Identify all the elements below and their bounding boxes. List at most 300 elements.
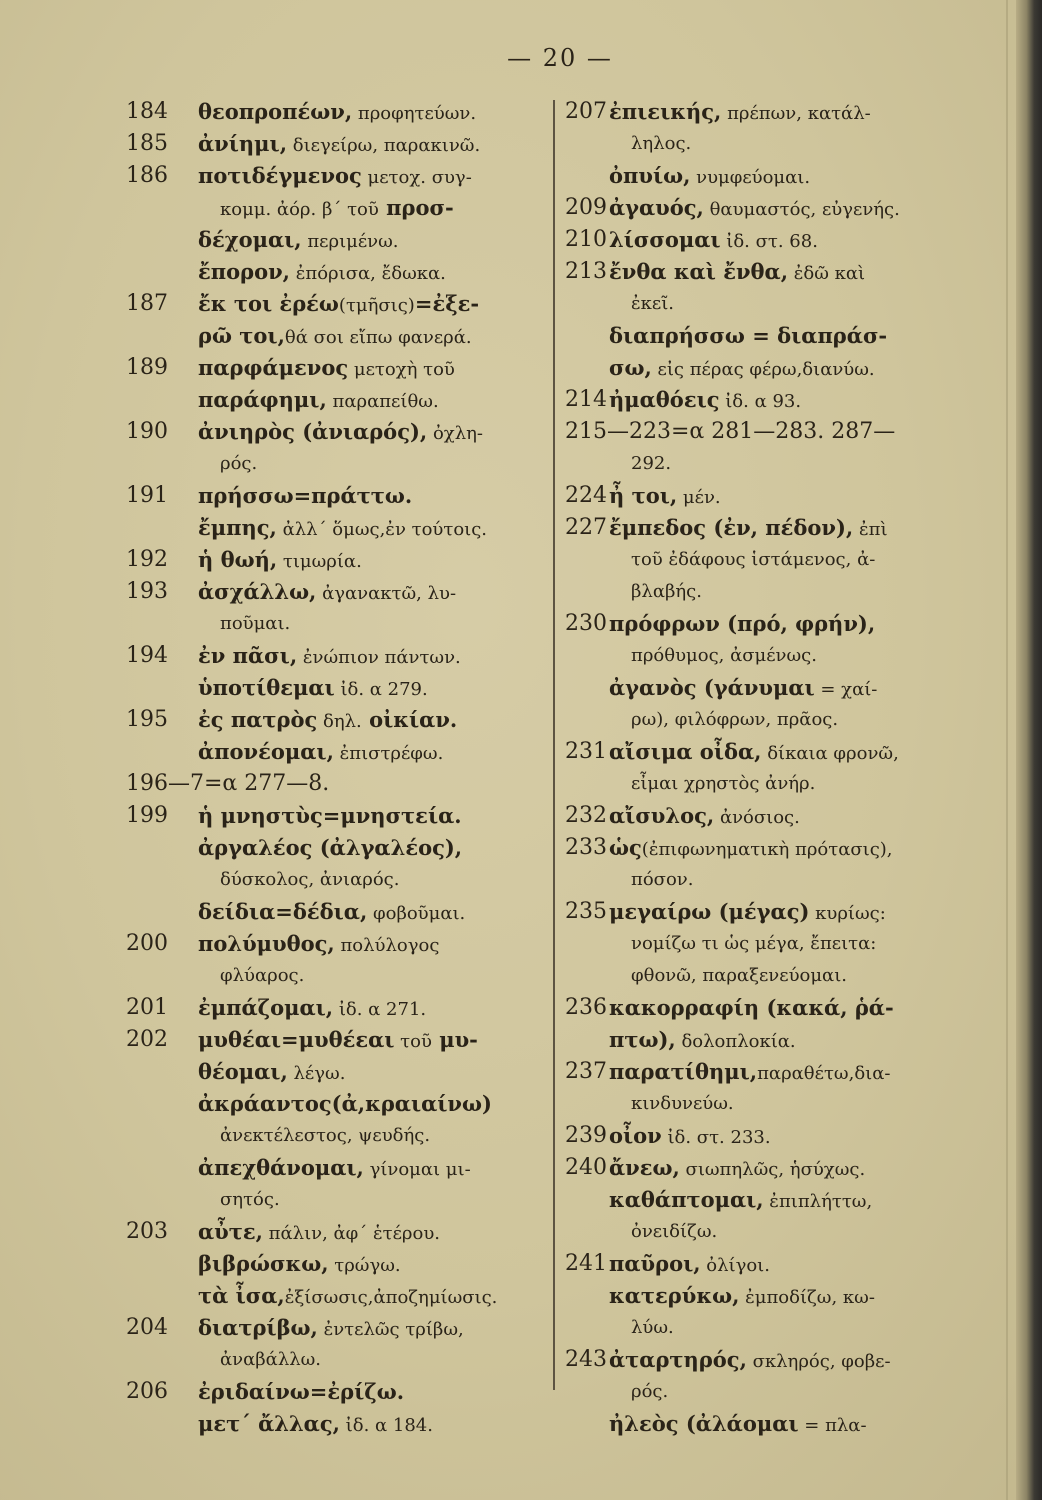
gloss: θαυμαστός, εὐγενής.: [703, 199, 900, 220]
verse-number: 184: [126, 99, 168, 124]
gloss: νυμφεύομαι.: [690, 167, 811, 188]
gloss: ὀχλη-: [427, 423, 483, 444]
gloss: κομμ. ἀόρ. β΄ τοῦ: [220, 199, 379, 220]
headword: τὰ ἶσα,: [198, 1283, 285, 1308]
gloss: τοῦ ἐδάφους ἱστάμενος, ἀ-: [631, 549, 876, 570]
glossary-entry: [565, 1248, 965, 1344]
entry-text: [198, 1408, 433, 1442]
verse-number: 214: [565, 387, 607, 412]
gloss: παραθέτω,δια-: [757, 1063, 891, 1084]
headword: μεγαίρω (μέγας): [609, 899, 810, 924]
entry-line: [126, 800, 544, 832]
entry-text: [631, 1088, 734, 1120]
entry-text: [198, 800, 462, 834]
glossary-entry: [565, 480, 965, 512]
entry-text: [198, 640, 461, 674]
gloss: τρώγω.: [328, 1255, 401, 1276]
entry-line: [565, 320, 965, 352]
left-column: [126, 96, 544, 1440]
entry-line: [126, 832, 544, 864]
headword: ἐριδαίνω=ἐρίζω.: [198, 1379, 405, 1404]
gloss: ἐδῶ καὶ: [788, 263, 866, 284]
entry-line: [126, 1280, 544, 1312]
gloss: ἀναβάλλω.: [220, 1349, 322, 1370]
gloss: ἀγανακτῶ, λυ-: [316, 583, 457, 604]
gloss: φλύαρος.: [220, 965, 305, 986]
headword: παράφημι,: [198, 387, 327, 412]
entry-line: [126, 1376, 544, 1408]
gloss: ρω), φιλόφρων, πρᾶος.: [631, 709, 839, 730]
gloss: πάλιν, ἀφ΄ ἑτέρου.: [262, 1223, 441, 1244]
verse-number: 241: [565, 1251, 607, 1276]
entry-text: [198, 672, 428, 706]
gloss: ἐπὶ: [853, 519, 888, 540]
verse-number: 239: [565, 1123, 607, 1148]
entry-line: [565, 768, 965, 800]
gloss: παραπείθω.: [326, 391, 439, 412]
headword: πρόφρων (πρό, φρήν),: [609, 611, 876, 636]
glossary-entry: [126, 704, 544, 768]
verse-number: 201: [126, 995, 168, 1020]
headword: ἔπορον,: [198, 259, 290, 284]
glossary-entry: [565, 1344, 965, 1440]
entry-line: [565, 864, 965, 896]
verse-number: 233: [565, 835, 607, 860]
headword: ἔμπης,: [198, 515, 277, 540]
entry-line: [565, 576, 965, 608]
headword: πρήσσω=πράττω.: [198, 483, 413, 508]
gloss: ἐκεῖ.: [631, 293, 675, 314]
entry-text: [220, 960, 304, 992]
headword: πολύμυθος,: [198, 931, 335, 956]
verse-number: 202: [126, 1027, 168, 1052]
gloss: βλαβής.: [631, 581, 702, 602]
entry-text: [609, 1184, 872, 1218]
glossary-entry: [126, 800, 544, 928]
glossary-entry: [565, 512, 965, 608]
verse-number: 213: [565, 259, 607, 284]
headword: ἔμπεδος (ἐν, πέδον),: [609, 515, 854, 540]
gloss: σιωπηλῶς, ἡσύχως.: [679, 1159, 866, 1180]
gloss: 292.: [631, 453, 672, 474]
entry-text: [631, 128, 691, 160]
gloss: ὀλίγοι.: [700, 1255, 770, 1276]
gloss: νομίζω τι ὡς μέγα, ἔπειτα:: [631, 933, 877, 954]
entry-text: [198, 576, 456, 610]
entry-text: [631, 864, 693, 896]
gloss: πολύλογος: [334, 935, 440, 956]
entry-text: [609, 256, 865, 290]
entry-line: [126, 608, 544, 640]
entry-line: [565, 832, 965, 864]
entry-line: [126, 480, 544, 512]
entry-line: [565, 384, 965, 416]
entry-line: [565, 512, 965, 544]
entry-text: [609, 608, 875, 642]
entry-line: [565, 672, 965, 704]
glossary-entry: [126, 96, 544, 128]
headword: θεοπροπέων,: [198, 99, 353, 124]
entry-text: [609, 896, 886, 930]
verse-number: 204: [126, 1315, 168, 1340]
headword: ἠλεὸς (ἀλάομαι: [609, 1411, 799, 1436]
entry-line: [126, 256, 544, 288]
entry-line: [126, 704, 544, 736]
glossary-entry: [565, 1120, 965, 1152]
gloss: θά σοι εἴπω φανερά.: [284, 327, 472, 348]
entry-line: [126, 416, 544, 448]
headword: δέχομαι,: [198, 227, 302, 252]
verse-number: 240: [565, 1155, 607, 1180]
headword: πτω),: [609, 1027, 676, 1052]
gloss: προφητεύων.: [352, 103, 477, 124]
headword: διαπρήσσω = διαπράσ-: [609, 323, 888, 348]
entry-text: [609, 480, 721, 514]
entry-line: [565, 192, 965, 224]
entry-line: [565, 704, 965, 736]
entry-text: [198, 224, 399, 258]
headword: ἐν πᾶσι,: [198, 643, 298, 668]
entry-line: [126, 1344, 544, 1376]
headword: δείδια=δέδια,: [198, 899, 368, 924]
gloss: ἰδ. α 279.: [334, 679, 428, 700]
gloss: ὀνειδίζω.: [631, 1221, 718, 1242]
entry-line: [565, 352, 965, 384]
gloss: δύσκολος, ἀνιαρός.: [220, 869, 400, 890]
verse-number: 186: [126, 163, 168, 188]
verse-number: 235: [565, 899, 607, 924]
gloss: τιμωρία.: [277, 551, 362, 572]
verse-number: 207: [565, 99, 607, 124]
book-spine: [1016, 0, 1042, 1500]
verse-number: 236: [565, 995, 607, 1020]
page-edge-line: [1006, 0, 1008, 1500]
entry-text: [198, 544, 362, 578]
entry-text: [609, 192, 900, 226]
entry-line: [126, 320, 544, 352]
entry-text: [631, 288, 674, 320]
gloss: ἰδ. στ. 233.: [661, 1127, 771, 1148]
gloss: ἐπιπλήττω,: [763, 1191, 873, 1212]
gloss: = χαί-: [814, 679, 878, 700]
entry-line: [565, 1408, 965, 1440]
gloss: (ἐπιφωνηματικὴ πρότασις),: [641, 839, 893, 860]
glossary-entry: [126, 544, 544, 576]
entry-line: [565, 288, 965, 320]
entry-line: [565, 896, 965, 928]
entry-line: [565, 224, 965, 256]
gloss: λύω.: [631, 1317, 674, 1338]
headword: ἦ τοι,: [609, 483, 678, 508]
entry-line: [565, 1152, 965, 1184]
entry-line: [565, 1024, 965, 1056]
glossary-entry: [126, 352, 544, 416]
headword: ἀπεχθάνομαι,: [198, 1155, 364, 1180]
verse-number: 206: [126, 1379, 168, 1404]
entry-line: [126, 384, 544, 416]
entry-text: [631, 448, 671, 480]
entry-text: [198, 1312, 464, 1346]
entry-line: [126, 576, 544, 608]
gloss: πόσον.: [631, 869, 694, 890]
glossary-entry: [565, 384, 965, 416]
headword: λίσσομαι: [609, 227, 721, 252]
headword: αἴσυλος,: [609, 803, 715, 828]
entry-line: [126, 928, 544, 960]
entry-text: [609, 512, 888, 546]
entry-line: [565, 928, 965, 960]
entry-line: [126, 672, 544, 704]
glossary-entry: [126, 1312, 544, 1376]
entry-text: [198, 1376, 404, 1410]
verse-number: 231: [565, 739, 607, 764]
entry-text: [609, 1248, 770, 1282]
verse-number: 210: [565, 227, 607, 252]
entry-text: [631, 1216, 717, 1248]
headword: ἡ μνηστὺς=μνηστεία.: [198, 803, 462, 828]
entry-line: [565, 1376, 965, 1408]
entry-text: [609, 1280, 875, 1314]
headword: ἀπονέομαι,: [198, 739, 334, 764]
entry-text: [631, 1312, 674, 1344]
gloss: τοῦ: [394, 1031, 432, 1052]
verse-number: 191: [126, 483, 168, 508]
glossary-entry: [126, 128, 544, 160]
glossary-entry: [565, 800, 965, 832]
gloss: ἰδ. στ. 68.: [720, 231, 818, 252]
gloss: μετοχὴ τοῦ: [348, 359, 455, 380]
gloss: εἶμαι χρηστὸς ἀνήρ.: [631, 773, 816, 794]
entry-line: [565, 1344, 965, 1376]
entry-text: [609, 1408, 867, 1442]
entry-text: [220, 608, 290, 640]
entry-line: [565, 960, 965, 992]
verse-number: 230: [565, 611, 607, 636]
headword: ὑποτίθεμαι: [198, 675, 335, 700]
headword: =ἐξε-: [414, 291, 480, 316]
entry-text: [220, 448, 257, 480]
entry-line: [126, 288, 544, 320]
glossary-entry: [565, 992, 965, 1056]
entry-text: [609, 672, 877, 706]
headword: ἐπιεικής,: [609, 99, 722, 124]
headword: ἄνεω,: [609, 1155, 680, 1180]
entry-line: [565, 1056, 965, 1088]
entry-line: [565, 96, 965, 128]
headword: καθάπτομαι,: [609, 1187, 764, 1212]
entry-line: [565, 256, 965, 288]
entry-line: [126, 640, 544, 672]
verse-number: 190: [126, 419, 168, 444]
entry-text: [198, 128, 480, 162]
headword: παρφάμενος: [198, 355, 349, 380]
entry-text: [609, 736, 899, 770]
entry-line: [126, 960, 544, 992]
verse-number: 185: [126, 131, 168, 156]
glossary-entry: [126, 992, 544, 1024]
entry-line: [126, 1152, 544, 1184]
headword: ὀπυίω,: [609, 163, 691, 188]
entry-text: [198, 832, 462, 866]
entry-text: [198, 1152, 471, 1186]
gloss: = πλα-: [798, 1415, 867, 1436]
entry-text: [631, 928, 876, 960]
entry-line: [126, 224, 544, 256]
entry-line: [126, 128, 544, 160]
gloss: πρέπων, κατάλ-: [721, 103, 871, 124]
verse-number: 189: [126, 355, 168, 380]
glossary-entry: [126, 288, 544, 352]
entry-text: [198, 288, 479, 322]
headword: αὖτε,: [198, 1219, 263, 1244]
entry-line: [565, 1248, 965, 1280]
headword: ἀργαλέος (ἀλγαλέος),: [198, 835, 463, 860]
entry-text: [220, 192, 454, 226]
entry-text: [609, 992, 894, 1026]
entry-line: [565, 448, 965, 480]
entry-line: [126, 192, 544, 224]
verse-number: 237: [565, 1059, 607, 1084]
entry-text: [220, 1344, 321, 1376]
gloss: ἐνώπιον πάντων.: [297, 647, 461, 668]
verse-number: 192: [126, 547, 168, 572]
gloss: (τμῆσις): [338, 295, 415, 316]
headword: οἰκίαν.: [361, 707, 458, 732]
verse-number: 232: [565, 803, 607, 828]
column-divider: [553, 100, 555, 1390]
headword: κακορραφίη (κακά, ῥά-: [609, 995, 894, 1020]
gloss: ἀνόσιος.: [714, 807, 800, 828]
gloss: ἀνεκτέλεστος, ψευδής.: [220, 1125, 431, 1146]
entry-text: [198, 896, 465, 930]
gloss: περιμένω.: [301, 231, 399, 252]
entry-text: [198, 416, 483, 450]
verse-number: 195: [126, 707, 168, 732]
entry-line: [126, 160, 544, 192]
glossary-entry: [126, 928, 544, 992]
entry-line: [126, 1056, 544, 1088]
glossary-entry: [565, 608, 965, 736]
glossary-entry: [126, 416, 544, 480]
entry-text: [631, 576, 702, 608]
entry-line: [565, 1280, 965, 1312]
entry-line: [565, 1088, 965, 1120]
headword: ἀκράαντος(ἀ,κραιαίνω): [198, 1091, 492, 1116]
entry-text: [220, 864, 399, 896]
entry-line: [126, 768, 544, 800]
entry-text: [631, 640, 817, 672]
entry-line: [126, 544, 544, 576]
gloss: ἰδ. α 93.: [719, 391, 802, 412]
gloss: ρός.: [220, 453, 258, 474]
gloss: γίνομαι μι-: [363, 1159, 471, 1180]
verse-number: 227: [565, 515, 607, 540]
entry-text: [198, 1088, 492, 1122]
headword: ἀσχάλλω,: [198, 579, 317, 604]
entry-text: [198, 1280, 497, 1314]
headword: ἔκ τοι ἐρέω: [198, 291, 339, 316]
entry-text: [609, 1344, 891, 1378]
headword: οἶον: [609, 1123, 662, 1148]
glossary-entry: [126, 1216, 544, 1312]
headword: ποτιδέγμενος: [198, 163, 362, 188]
gloss: ἐξίσωσις,ἀποζημίωσις.: [284, 1287, 498, 1308]
glossary-entry: [565, 736, 965, 800]
entry-line: [565, 1216, 965, 1248]
gloss: εἰς πέρας φέρω,διανύω.: [651, 359, 875, 380]
headword: παρατίθημι,: [609, 1059, 758, 1084]
entry-line: [565, 544, 965, 576]
glossary-entry: [126, 1376, 544, 1440]
entry-text: [220, 1184, 280, 1216]
entry-text: [609, 1120, 771, 1154]
entry-line: [126, 1120, 544, 1152]
entry-line: [565, 1312, 965, 1344]
entry-line: [126, 352, 544, 384]
gloss: μέν.: [677, 487, 721, 508]
entry-text: [609, 96, 871, 130]
entry-line: [565, 128, 965, 160]
gloss: ἰδ. α 184.: [339, 1415, 433, 1436]
entry-text: [198, 512, 487, 546]
headword: ὡς: [609, 835, 642, 860]
headword: θέομαι,: [198, 1059, 288, 1084]
glossary-entry: [126, 1024, 544, 1216]
entry-text: [609, 1024, 796, 1058]
gloss: μετοχ. συγ-: [361, 167, 472, 188]
gloss: ἐπόρισα, ἔδωκα.: [290, 263, 446, 284]
entry-line: [126, 1024, 544, 1056]
entry-line: [126, 864, 544, 896]
entry-text: [198, 96, 476, 130]
verse-number: 243: [565, 1347, 607, 1372]
gloss: ἐμποδίζω, κω-: [739, 1287, 875, 1308]
entry-text: [198, 736, 443, 770]
entry-text: [631, 768, 815, 800]
entry-text: [609, 1152, 865, 1186]
gloss: πρόθυμος, ἀσμένως.: [631, 645, 817, 666]
headword: ἡ θωή,: [198, 547, 278, 572]
entry-line: [126, 1408, 544, 1440]
entry-line: [565, 1120, 965, 1152]
glossary-entry: [565, 896, 965, 992]
entry-text: [631, 544, 875, 576]
entry-line: [565, 480, 965, 512]
gloss: ρός.: [631, 1381, 669, 1402]
verse-number: 193: [126, 579, 168, 604]
headword: μυ-: [431, 1027, 478, 1052]
verse-number: 187: [126, 291, 168, 316]
gloss: κινδυνεύω.: [631, 1093, 734, 1114]
headword: ἠμαθόεις: [609, 387, 720, 412]
headword: ἀγαυός,: [609, 195, 704, 220]
entry-text: [198, 992, 426, 1026]
entry-text: [609, 352, 875, 386]
gloss: κυρίως:: [809, 903, 886, 924]
entry-line: [565, 800, 965, 832]
entry-text: [609, 384, 801, 418]
entry-text: [198, 1216, 440, 1250]
headword: μετ΄ ἄλλας,: [198, 1411, 340, 1436]
gloss: φθονῶ, παραξενεύομαι.: [631, 965, 847, 986]
entry-text: [198, 480, 412, 514]
headword: σω,: [609, 355, 652, 380]
entry-line: [126, 1216, 544, 1248]
gloss: λέγω.: [287, 1063, 346, 1084]
entry-line: [565, 1184, 965, 1216]
entry-line: [126, 1184, 544, 1216]
gloss: ἀλλ΄ ὅμως,ἐν τούτοις.: [276, 519, 488, 540]
